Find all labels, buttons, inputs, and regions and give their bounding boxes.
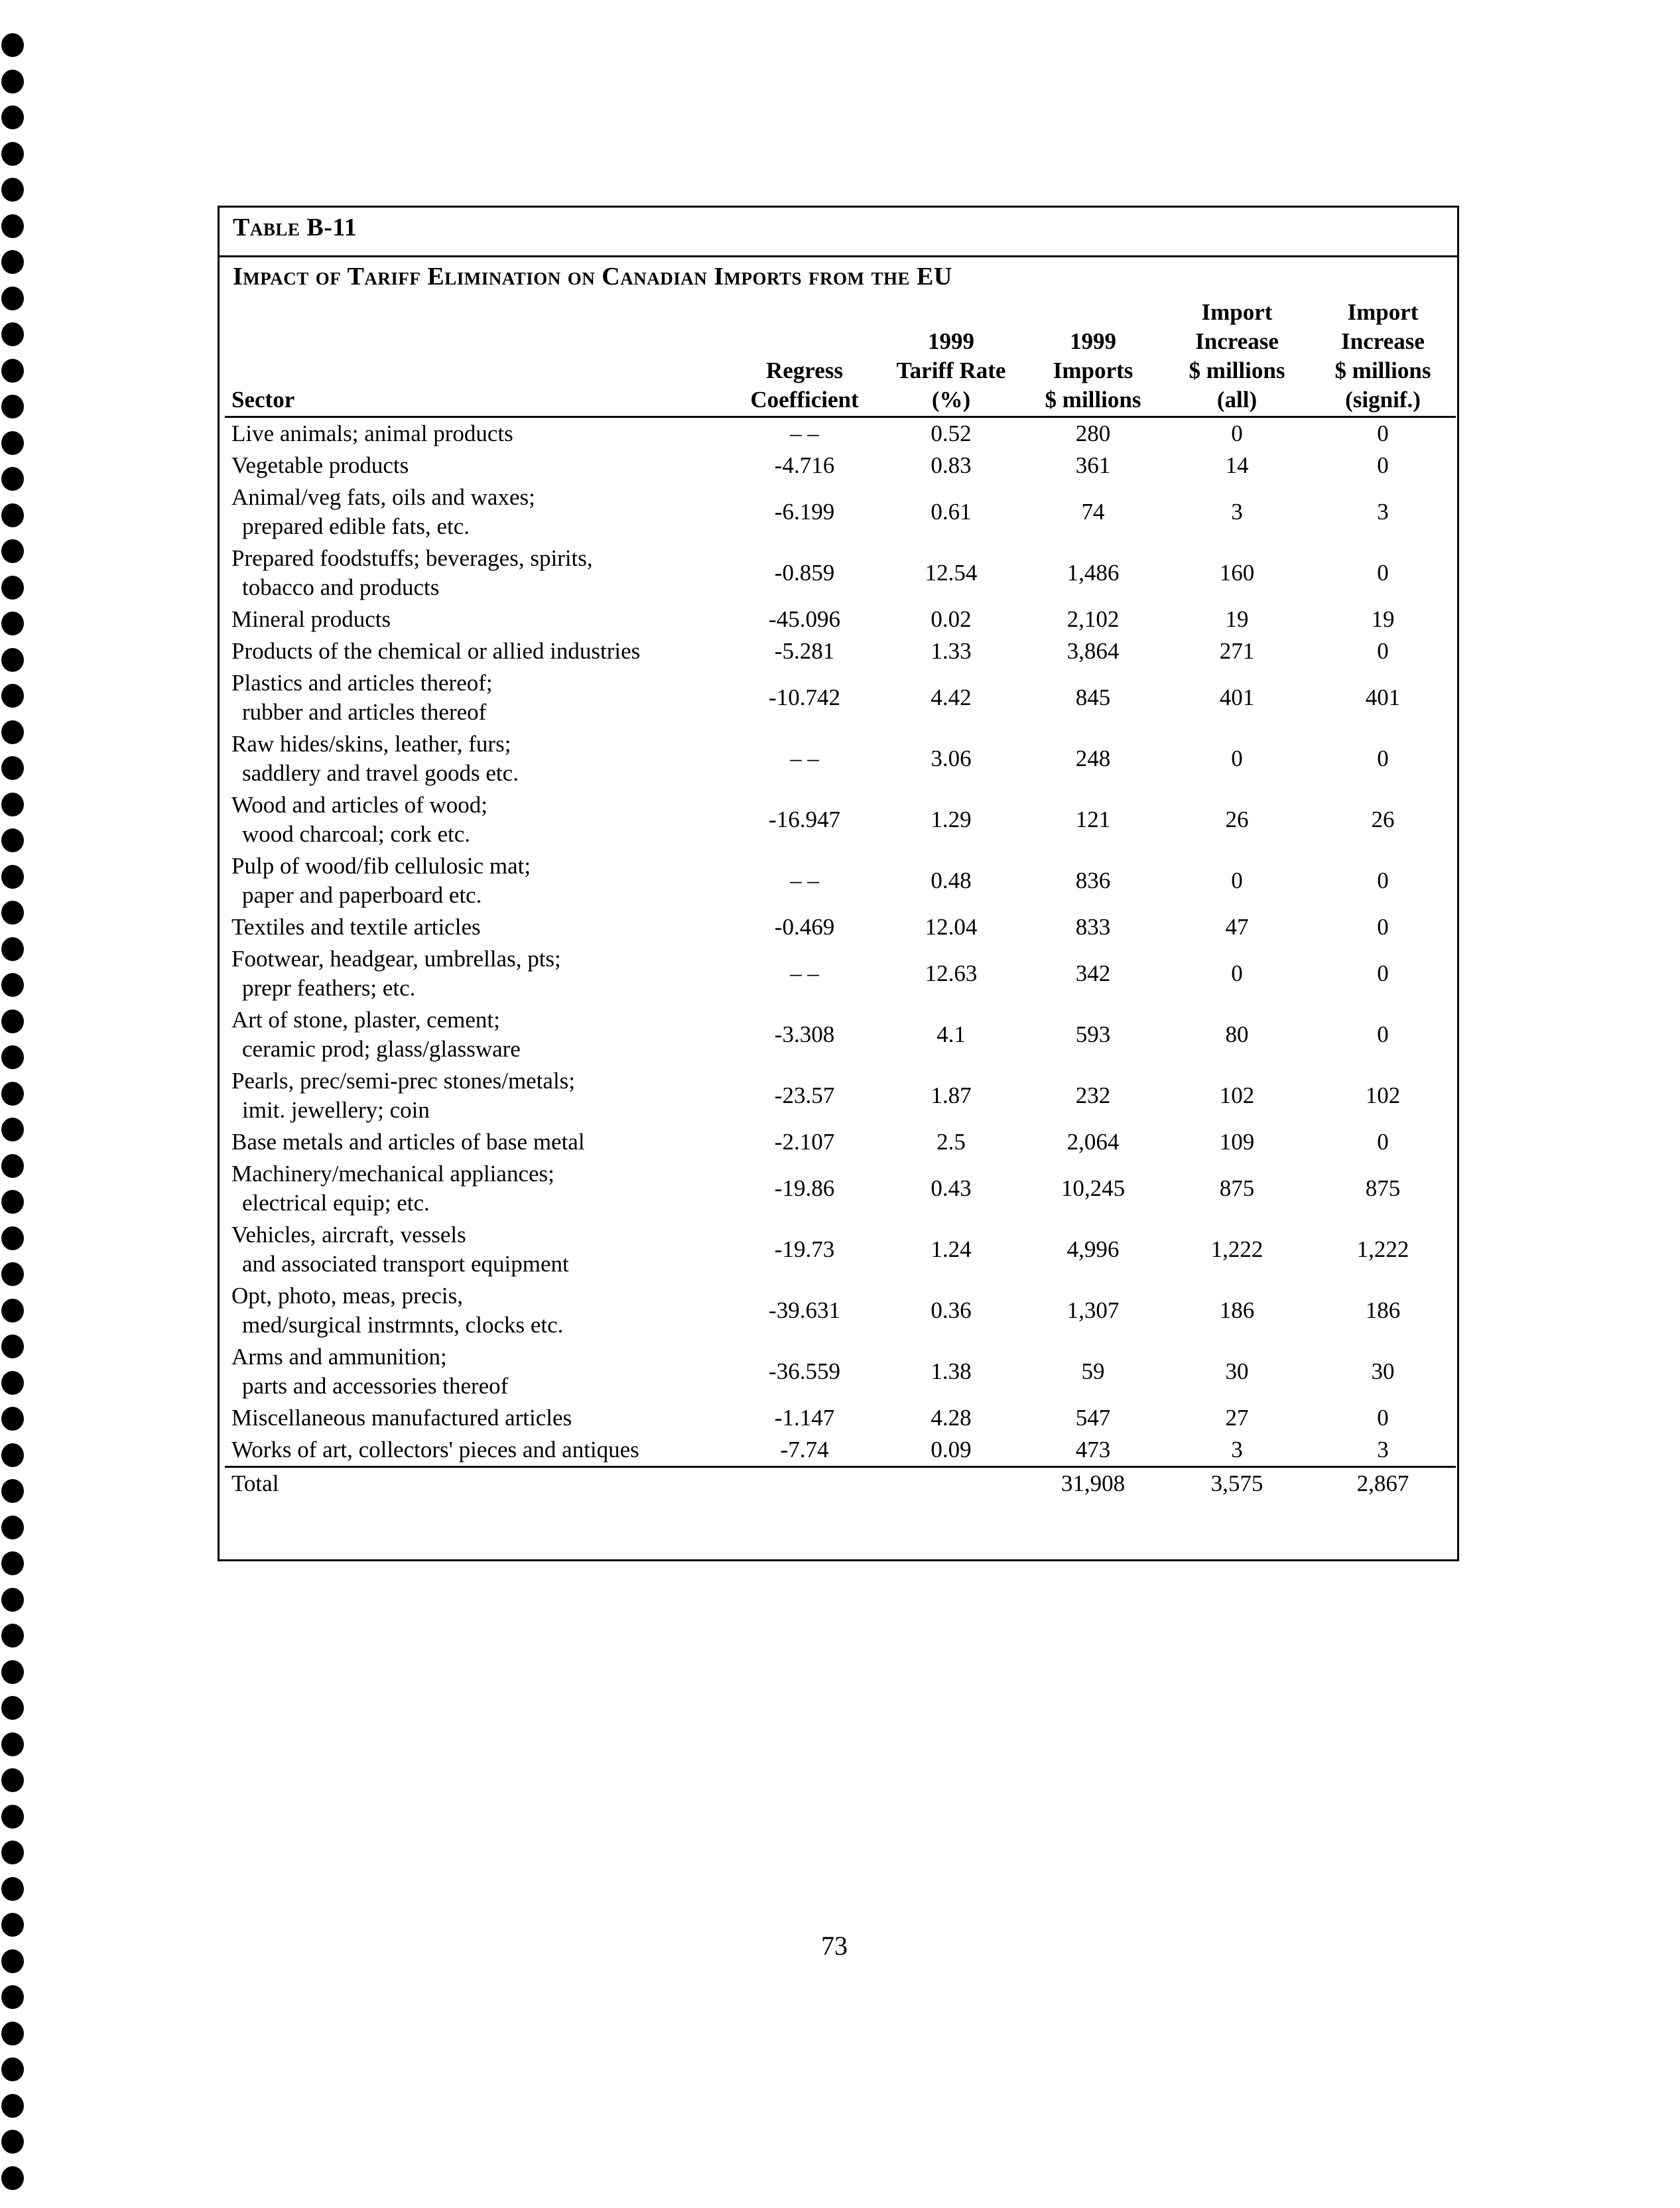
sector-cell — [225, 911, 729, 943]
table-row — [225, 911, 1456, 943]
sector-line: prepr feathers; etc. — [242, 975, 416, 1001]
caption-divider — [220, 255, 1457, 257]
sector-line: Prepared foodstuffs; beverages, spirits, — [231, 545, 593, 571]
binder-hole — [1, 865, 24, 889]
imports-cell: 74 — [1081, 499, 1105, 525]
tariff-rate-cell: 0.61 — [931, 499, 972, 525]
coefficient-cell: -5.281 — [774, 638, 835, 664]
sector-line: Products of the chemical or allied industries — [231, 638, 641, 664]
table-row — [225, 789, 1456, 850]
binder-hole — [1, 1299, 24, 1323]
increase-signif-cell: 0 — [1377, 960, 1389, 986]
coefficient-cell: -4.716 — [774, 452, 835, 478]
tariff-rate-cell: 4.28 — [931, 1405, 972, 1431]
coefficient-cell: -0.469 — [774, 914, 835, 940]
header-line: $ millions — [1189, 357, 1285, 383]
header-line: $ millions — [1045, 387, 1141, 413]
increase-all-cell: 27 — [1225, 1405, 1249, 1431]
sector-cell — [225, 543, 729, 604]
increase-signif-cell: 0 — [1377, 421, 1389, 446]
binder-hole — [1, 178, 24, 202]
sector-line: Works of art, collectors' pieces and antiques — [231, 1437, 639, 1462]
sector-cell — [225, 667, 729, 728]
header-increase-signif — [1310, 295, 1456, 417]
header-imports — [1022, 295, 1164, 417]
imports-cell: 10,245 — [1061, 1175, 1126, 1201]
page-number: 73 — [821, 1931, 848, 1961]
increase-all-cell: 271 — [1219, 638, 1255, 664]
sector-line: Pearls, prec/semi-prec stones/metals; — [231, 1068, 576, 1094]
increase-all-cell: 0 — [1231, 868, 1243, 893]
binder-hole — [1, 2094, 24, 2118]
sector-line: wood charcoal; cork etc. — [242, 821, 471, 847]
increase-all-cell: 0 — [1231, 421, 1243, 446]
imports-cell: 833 — [1075, 914, 1111, 940]
total-imports: 31,908 — [1022, 1467, 1164, 1500]
binder-hole — [1, 142, 24, 166]
table-row — [225, 850, 1456, 911]
imports-cell: 232 — [1075, 1082, 1111, 1108]
binder-hole — [1, 901, 24, 925]
header-increase-all — [1164, 295, 1310, 417]
binder-hole — [1, 1732, 24, 1756]
sector-line: and associated transport equipment — [242, 1251, 569, 1277]
table-title: Impact of Tariff Elimination on Canadian Imports from the EU — [233, 263, 952, 291]
sector-line: Animal/veg fats, oils and waxes; — [231, 484, 535, 510]
binder-hole — [1, 2130, 24, 2154]
table-row — [225, 450, 1456, 482]
header-tariff-rate — [880, 295, 1022, 417]
increase-signif-cell: 26 — [1371, 807, 1395, 832]
coefficient-cell: -23.57 — [774, 1082, 835, 1108]
sector-cell — [225, 1219, 729, 1280]
sector-line: ceramic prod; glass/glassware — [242, 1036, 521, 1062]
tariff-rate-cell: 0.02 — [931, 606, 972, 632]
sector-cell — [225, 482, 729, 543]
binder-holes — [0, 33, 27, 2208]
sector-cell — [225, 728, 729, 789]
increase-all-cell: 30 — [1225, 1358, 1249, 1384]
sector-line: Live animals; animal products — [231, 421, 513, 446]
imports-cell: 361 — [1075, 452, 1111, 478]
imports-cell: 342 — [1075, 960, 1111, 986]
binder-hole — [1, 2057, 24, 2081]
sector-line: Machinery/mechanical appliances; — [231, 1161, 554, 1187]
tariff-rate-cell: 0.48 — [931, 868, 972, 893]
increase-signif-cell: 0 — [1377, 868, 1389, 893]
increase-signif-cell: 0 — [1377, 1129, 1389, 1155]
imports-cell: 1,307 — [1066, 1297, 1120, 1323]
increase-all-cell: 109 — [1219, 1129, 1255, 1155]
increase-all-cell: 3 — [1231, 1437, 1243, 1462]
tariff-rate-cell: 1.29 — [931, 807, 972, 832]
increase-signif-cell: 0 — [1377, 914, 1389, 940]
header-line: (all) — [1216, 387, 1258, 413]
tariff-rate-cell: 1.87 — [931, 1082, 972, 1108]
sector-line: prepared edible fats, etc. — [242, 513, 470, 539]
table-row — [225, 1219, 1456, 1280]
increase-all-cell: 0 — [1231, 960, 1243, 986]
tariff-rate-cell: 0.52 — [931, 421, 972, 446]
header-line: Increase — [1341, 328, 1425, 354]
coefficient-cell: -39.631 — [769, 1297, 840, 1323]
sector-cell — [225, 943, 729, 1004]
binder-hole — [1, 1262, 24, 1286]
coefficient-cell: -0.859 — [774, 560, 835, 586]
binder-hole — [1, 503, 24, 527]
binder-hole — [1, 359, 24, 383]
tariff-rate-cell: 1.38 — [931, 1358, 972, 1384]
binder-hole — [1, 2166, 24, 2190]
binder-hole — [1, 684, 24, 708]
binder-hole — [1, 828, 24, 852]
coefficient-cell: – – — [790, 421, 819, 446]
increase-all-cell: 3 — [1231, 499, 1243, 525]
increase-all-cell: 0 — [1231, 746, 1243, 771]
imports-cell: 4,996 — [1066, 1236, 1120, 1262]
tariff-rate-cell: 1.24 — [931, 1236, 972, 1262]
sector-cell — [225, 1280, 729, 1341]
binder-hole — [1, 1805, 24, 1829]
header-line: $ millions — [1334, 357, 1431, 383]
binder-hole — [1, 214, 24, 238]
increase-all-cell: 1,222 — [1210, 1236, 1263, 1262]
table-row — [225, 417, 1456, 450]
imports-cell: 121 — [1075, 807, 1111, 832]
binder-hole — [1, 33, 24, 57]
coefficient-cell: -19.86 — [774, 1175, 835, 1201]
increase-signif-cell: 102 — [1365, 1082, 1401, 1108]
sector-line: Arms and ammunition; — [231, 1344, 447, 1370]
coefficient-cell: – – — [790, 746, 819, 771]
table-body — [225, 417, 1456, 1467]
sector-cell — [225, 850, 729, 911]
sector-line: electrical equip; etc. — [242, 1190, 430, 1216]
increase-signif-cell: 875 — [1365, 1175, 1401, 1201]
binder-hole — [1, 2022, 24, 2046]
binder-hole — [1, 1082, 24, 1106]
tariff-rate-cell: 12.04 — [925, 914, 978, 940]
tariff-rate-cell: 12.63 — [925, 960, 978, 986]
binder-hole — [1, 648, 24, 672]
increase-signif-cell: 3 — [1377, 1437, 1389, 1462]
imports-cell: 2,064 — [1066, 1129, 1120, 1155]
sector-cell — [225, 1434, 729, 1467]
sector-cell — [225, 1341, 729, 1402]
increase-all-cell: 875 — [1219, 1175, 1255, 1201]
table-row — [225, 1065, 1456, 1126]
tariff-rate-cell: 0.83 — [931, 452, 972, 478]
coefficient-cell: -1.147 — [774, 1405, 835, 1431]
binder-hole — [1, 937, 24, 961]
sector-line: Base metals and articles of base metal — [231, 1129, 585, 1155]
sector-cell — [225, 635, 729, 667]
binder-hole — [1, 539, 24, 563]
table-row — [225, 1341, 1456, 1402]
sector-line: Raw hides/skins, leather, furs; — [231, 731, 511, 757]
imports-cell: 248 — [1075, 746, 1111, 771]
header-line: Coefficient — [750, 387, 859, 413]
total-row — [225, 1467, 1456, 1500]
sector-line: Mineral products — [231, 606, 391, 632]
table-number: Table B-11 — [233, 214, 357, 241]
increase-signif-cell: 0 — [1377, 746, 1389, 771]
increase-signif-cell: 401 — [1365, 684, 1401, 710]
tariff-rate-cell: 0.43 — [931, 1175, 972, 1201]
table-row — [225, 1434, 1456, 1467]
binder-hole — [1, 1226, 24, 1250]
increase-signif-cell: 0 — [1377, 638, 1389, 664]
binder-hole — [1, 1696, 24, 1720]
sector-line: Pulp of wood/fib cellulosic mat; — [231, 853, 531, 879]
coefficient-cell: – – — [790, 960, 819, 986]
binder-hole — [1, 1624, 24, 1648]
increase-signif-cell: 3 — [1377, 499, 1389, 525]
sector-line: Vehicles, aircraft, vessels — [231, 1222, 466, 1248]
sector-line: imit. jewellery; coin — [242, 1097, 430, 1123]
table-row — [225, 667, 1456, 728]
binder-hole — [1, 467, 24, 491]
table-row — [225, 1280, 1456, 1341]
table-row — [225, 1004, 1456, 1065]
total-increase-signif: 2,867 — [1310, 1467, 1456, 1500]
total-coefficient — [729, 1467, 880, 1500]
binder-hole — [1, 250, 24, 274]
increase-all-cell: 102 — [1219, 1082, 1255, 1108]
binder-hole — [1, 1551, 24, 1575]
total-tariff — [880, 1467, 1022, 1500]
header-line: Import — [1201, 299, 1273, 325]
binder-hole — [1, 322, 24, 346]
binder-hole — [1, 1190, 24, 1214]
table-row — [225, 482, 1456, 543]
increase-all-cell: 47 — [1225, 914, 1249, 940]
table-box — [218, 206, 1459, 1561]
binder-hole — [1, 612, 24, 635]
coefficient-cell: -7.74 — [780, 1437, 829, 1462]
increase-signif-cell: 0 — [1377, 560, 1389, 586]
table-row — [225, 1158, 1456, 1219]
imports-cell: 836 — [1075, 868, 1111, 893]
increase-all-cell: 160 — [1219, 560, 1255, 586]
binder-hole — [1, 1479, 24, 1503]
table-row — [225, 943, 1456, 1004]
binder-hole — [1, 1407, 24, 1431]
increase-all-cell: 14 — [1225, 452, 1249, 478]
imports-cell: 3,864 — [1066, 638, 1120, 664]
header-row — [225, 295, 1456, 417]
binder-hole — [1, 576, 24, 600]
increase-all-cell: 80 — [1225, 1021, 1249, 1047]
binder-hole — [1, 1877, 24, 1901]
tariff-rate-cell: 3.06 — [931, 746, 972, 771]
sector-cell — [225, 1402, 729, 1434]
binder-hole — [1, 1516, 24, 1539]
sector-line: paper and paperboard etc. — [242, 882, 482, 908]
sector-cell — [225, 450, 729, 482]
coefficient-cell: – – — [790, 868, 819, 893]
binder-hole — [1, 105, 24, 129]
imports-cell: 547 — [1075, 1405, 1111, 1431]
binder-hole — [1, 1841, 24, 1864]
header-line: Increase — [1195, 328, 1279, 354]
sector-line: Plastics and articles thereof; — [231, 670, 493, 696]
tariff-rate-cell: 12.54 — [925, 560, 978, 586]
increase-signif-cell: 186 — [1365, 1297, 1401, 1323]
increase-all-cell: 401 — [1219, 684, 1255, 710]
header-line: Tariff Rate — [896, 357, 1006, 383]
binder-hole — [1, 70, 24, 94]
header-line: (%) — [931, 387, 971, 413]
coefficient-cell: -3.308 — [774, 1021, 835, 1047]
sector-line: Art of stone, plaster, cement; — [231, 1007, 500, 1033]
increase-signif-cell: 0 — [1377, 452, 1389, 478]
binder-hole — [1, 756, 24, 780]
coefficient-cell: -2.107 — [774, 1129, 835, 1155]
tariff-rate-cell: 0.36 — [931, 1297, 972, 1323]
increase-signif-cell: 19 — [1371, 606, 1395, 632]
sector-line: parts and accessories thereof — [242, 1373, 509, 1399]
sector-line: Opt, photo, meas, precis, — [231, 1283, 463, 1309]
table-row — [225, 543, 1456, 604]
total-label: Total — [225, 1467, 729, 1500]
increase-signif-cell: 1,222 — [1356, 1236, 1409, 1262]
tariff-rate-cell: 4.42 — [931, 684, 972, 710]
binder-hole — [1, 287, 24, 310]
binder-hole — [1, 1913, 24, 1937]
header-sector: Sector — [231, 387, 295, 413]
sector-cell — [225, 1004, 729, 1065]
sector-line: Footwear, headgear, umbrellas, pts; — [231, 946, 561, 972]
header-coefficient — [729, 295, 880, 417]
tariff-rate-cell: 4.1 — [937, 1021, 966, 1047]
header-line: Import — [1347, 299, 1419, 325]
binder-hole — [1, 431, 24, 455]
sector-cell — [225, 1065, 729, 1126]
sector-cell — [225, 1158, 729, 1219]
coefficient-cell: -45.096 — [769, 606, 840, 632]
table-row — [225, 1402, 1456, 1434]
tariff-rate-cell: 2.5 — [937, 1129, 966, 1155]
tariff-rate-cell: 1.33 — [931, 638, 972, 664]
binder-hole — [1, 1118, 24, 1141]
table-row — [225, 604, 1456, 635]
coefficient-cell: -19.73 — [774, 1236, 835, 1262]
header-line: 1999 — [928, 328, 974, 354]
sector-line: Wood and articles of wood; — [231, 792, 487, 818]
sector-line: Vegetable products — [231, 452, 409, 478]
imports-cell: 280 — [1075, 421, 1111, 446]
coefficient-cell: -10.742 — [769, 684, 840, 710]
binder-hole — [1, 1443, 24, 1467]
binder-hole — [1, 1371, 24, 1395]
binder-hole — [1, 973, 24, 997]
binder-hole — [1, 1588, 24, 1612]
total-increase-all: 3,575 — [1164, 1467, 1310, 1500]
table-row — [225, 635, 1456, 667]
sector-line: saddlery and travel goods etc. — [242, 760, 519, 786]
imports-cell: 845 — [1075, 684, 1111, 710]
binder-hole — [1, 1334, 24, 1358]
binder-hole — [1, 1660, 24, 1684]
increase-signif-cell: 0 — [1377, 1405, 1389, 1431]
sector-line: Miscellaneous manufactured articles — [231, 1405, 572, 1431]
imports-cell: 593 — [1075, 1021, 1111, 1047]
sector-line: Textiles and textile articles — [231, 914, 481, 940]
increase-signif-cell: 30 — [1371, 1358, 1395, 1384]
binder-hole — [1, 1768, 24, 1792]
sector-cell — [225, 417, 729, 450]
sector-line: rubber and articles thereof — [242, 699, 487, 725]
binder-hole — [1, 1045, 24, 1069]
binder-hole — [1, 1154, 24, 1178]
sector-line: med/surgical instrmnts, clocks etc. — [242, 1312, 564, 1338]
increase-all-cell: 26 — [1225, 807, 1249, 832]
sector-cell — [225, 789, 729, 850]
binder-hole — [1, 793, 24, 816]
binder-hole — [1, 395, 24, 419]
binder-hole — [1, 1949, 24, 1973]
header-line: Imports — [1053, 357, 1133, 383]
binder-hole — [1, 720, 24, 744]
imports-cell: 473 — [1075, 1437, 1111, 1462]
binder-hole — [1, 1985, 24, 2009]
increase-all-cell: 186 — [1219, 1297, 1255, 1323]
header-line: Regress — [766, 357, 843, 383]
header-line: 1999 — [1070, 328, 1116, 354]
binder-hole — [1, 1009, 24, 1033]
increase-all-cell: 19 — [1225, 606, 1249, 632]
data-table — [225, 295, 1456, 1500]
sector-cell — [225, 604, 729, 635]
sector-cell — [225, 1126, 729, 1158]
coefficient-cell: -6.199 — [774, 499, 835, 525]
header-line: (signif.) — [1345, 387, 1421, 413]
tariff-rate-cell: 0.09 — [931, 1437, 972, 1462]
increase-signif-cell: 0 — [1377, 1021, 1389, 1047]
table-row — [225, 1126, 1456, 1158]
coefficient-cell: -16.947 — [769, 807, 840, 832]
imports-cell: 1,486 — [1066, 560, 1120, 586]
imports-cell: 59 — [1081, 1358, 1105, 1384]
sector-line: tobacco and products — [242, 574, 440, 600]
coefficient-cell: -36.559 — [769, 1358, 840, 1384]
imports-cell: 2,102 — [1066, 606, 1120, 632]
table-row — [225, 728, 1456, 789]
